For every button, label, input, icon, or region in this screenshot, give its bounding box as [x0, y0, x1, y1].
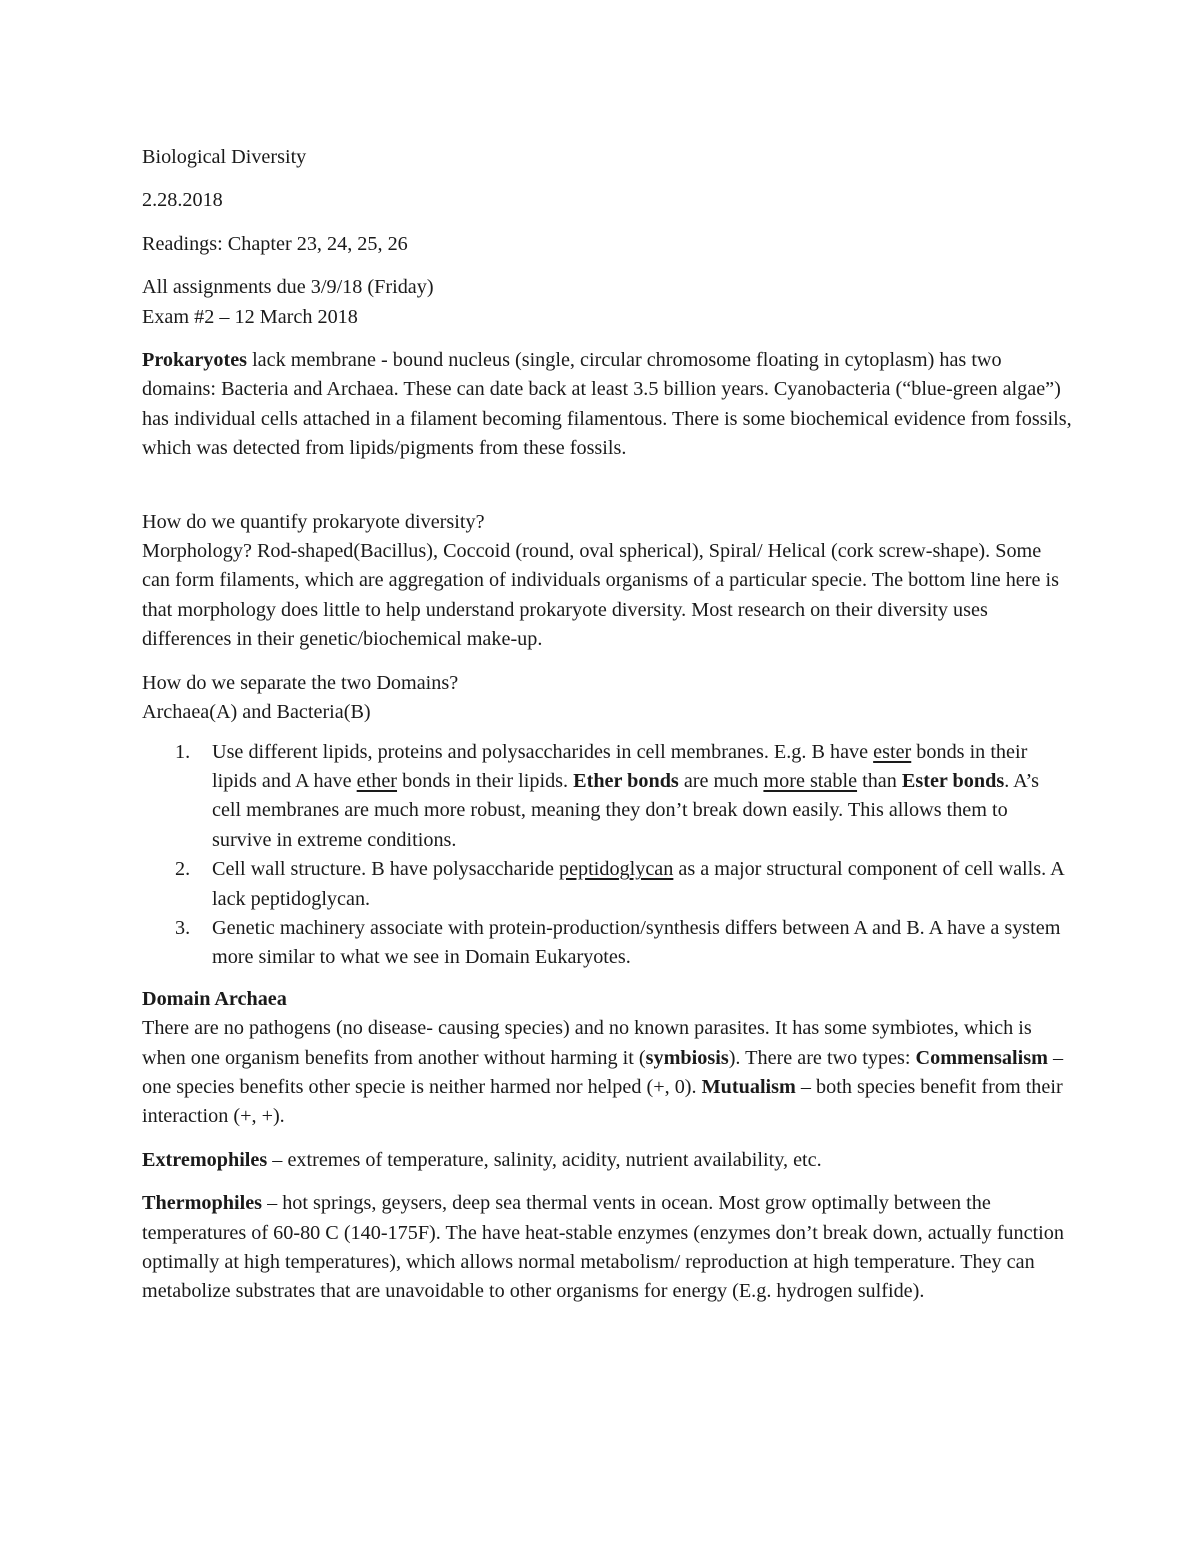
list-number: 2.: [175, 858, 191, 881]
bold-term: Ether bonds: [573, 769, 679, 792]
domains-subtitle: Archaea(A) and Bacteria(B): [142, 701, 371, 724]
underlined-term: more stable: [763, 769, 858, 792]
list-text: . A’s cell membranes are much more robust, meaning they don’t break down easily. This allows them to survive in extreme conditions.: [212, 769, 1039, 851]
paragraph-text: There are no pathogens (no disease- causing species) and no known parasites. It has some symbiotes, which is when one organism benefits from another without harming it (: [142, 1017, 1032, 1069]
list-item: [142, 914, 1072, 973]
extremophiles-term: Extremophiles: [142, 1148, 268, 1171]
list-text: than: [857, 769, 902, 792]
list-text: bonds in their lipids.: [397, 769, 574, 792]
underlined-term: peptidoglycan: [559, 858, 674, 881]
exam-line: Exam #2 – 12 March 2018: [142, 305, 358, 328]
list-text: are much: [678, 769, 764, 792]
archaea-heading: [142, 985, 1072, 1014]
list-text: Genetic machinery associate with protein-production/synthesis differs between A and B. A have a system more similar to what we see in Domain Eukaryotes.: [212, 916, 1061, 969]
extremophiles-paragraph: [142, 1146, 1072, 1175]
bold-term: Commensalism: [915, 1046, 1048, 1069]
thermophiles-paragraph: [142, 1189, 1072, 1307]
section-heading: Domain Archaea: [142, 987, 287, 1010]
prokaryotes-term: Prokaryotes: [142, 349, 248, 372]
list-text: as a major structural component of cell walls. A lack peptidoglycan.: [212, 858, 1064, 910]
domain-differences-list: [142, 738, 1072, 973]
paragraph-text: – extremes of temperature, salinity, acidity, nutrient availability, etc.: [267, 1148, 822, 1171]
diversity-question: How do we quantify prokaryote diversity?: [142, 510, 485, 533]
readings-line: Readings: Chapter 23, 24, 25, 26: [142, 232, 408, 255]
bold-term: symbiosis: [645, 1046, 729, 1069]
list-text: Use different lipids, proteins and polysaccharides in cell membranes. E.g. B have: [212, 740, 874, 763]
paragraph-text: ). There are two types:: [728, 1046, 916, 1069]
bold-term: Mutualism: [701, 1075, 796, 1098]
list-item: [142, 855, 1072, 914]
underlined-term: ester: [873, 740, 912, 763]
paragraph-text: – one species benefits other specie is neither harmed nor helped (+, 0).: [142, 1046, 1064, 1098]
list-number: 1.: [175, 740, 191, 763]
underlined-term: ether: [356, 769, 398, 792]
assignments-line: All assignments due 3/9/18 (Friday): [142, 276, 434, 299]
domains-question: How do we separate the two Domains?: [142, 671, 459, 694]
document-date: 2.28.2018: [142, 189, 223, 212]
list-number: 3.: [175, 916, 191, 939]
prokaryotes-paragraph: [142, 346, 1072, 464]
paragraph-text: – hot springs, geysers, deep sea thermal vents in ocean. Most grow optimally between the temperatures of 60-80 C (140-175F). The have heat-stable enzymes (enzymes don’t break down, actually function optimally at high temperatures), which allows normal metabolism/ reproduction at high temperature. They can metabolize substrates that are unavoidable to other organisms for energy (E.g. hydrogen sulfide).: [142, 1192, 1064, 1303]
archaea-paragraph: [142, 1014, 1072, 1132]
list-text: Cell wall structure. B have polysaccharide: [212, 858, 559, 881]
diversity-paragraph: Morphology? Rod-shaped(Bacillus), Coccoid (round, oval spherical), Spiral/ Helical (cork screw-shape). Some can form filaments, which are aggregation of individuals organisms of a particular specie. The bottom line here is that morphology does little to help understand prokaryote diversity. Most research on their diversity uses differences in their genetic/biochemical make-up.: [142, 540, 1059, 651]
list-item: [142, 738, 1072, 856]
thermophiles-term: Thermophiles: [142, 1192, 263, 1215]
document-title: Biological Diversity: [142, 146, 307, 168]
document-page: [142, 143, 1072, 1307]
prokaryotes-text: lack membrane - bound nucleus (single, circular chromosome floating in cytoplasm) has two domains: Bacteria and Archaea. These can date back at least 3.5 billion years. Cyanobacteria (“blue-green algae”) has individual cells attached in a filament becoming filamentous. There is some biochemical evidence from fossils, which was detected from lipids/pigments from these fossils.: [142, 349, 1072, 460]
list-text: bonds in their lipids and A have: [212, 740, 1028, 792]
paragraph-text: – both species benefit from their interaction (+, +).: [142, 1075, 1063, 1128]
bold-term: Ester bonds: [901, 769, 1005, 792]
